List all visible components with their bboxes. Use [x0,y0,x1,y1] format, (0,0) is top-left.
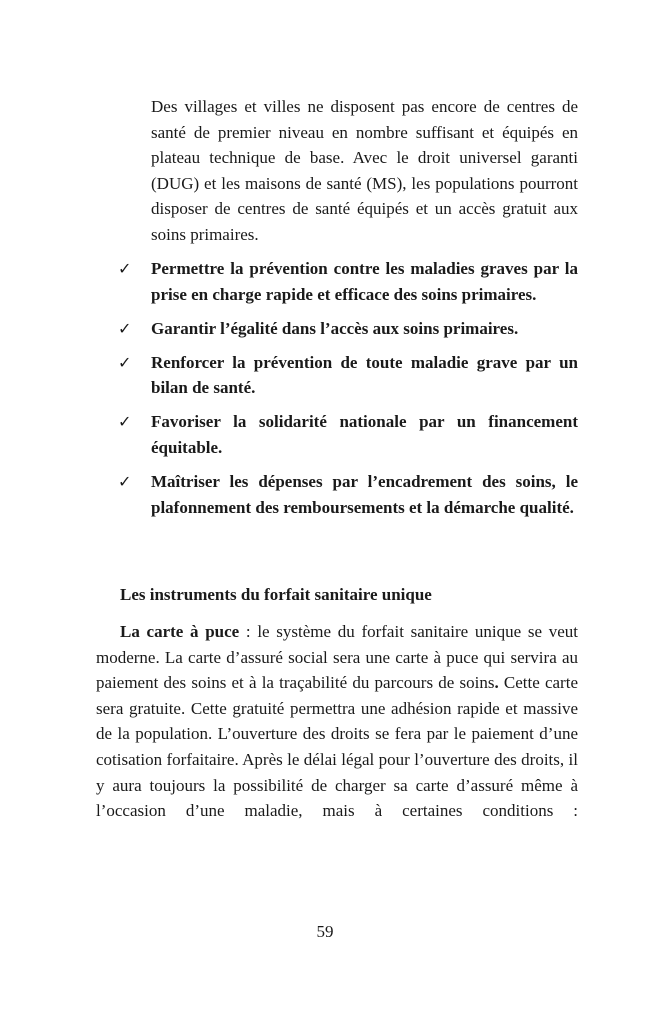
intro-paragraph: Des villages et villes ne disposent pas encore de centres de santé de premier niveau en nombre suffisant et équipés en plateau technique de base. Avec le droit universel garanti (DUG) et les maisons de santé (MS), les populations pourront disposer de centres de santé équipés et un accès gratuit aux soins primaires. [151,97,578,244]
list-item-text: Renforcer la prévention de toute maladie grave par un bilan de santé. [151,352,578,398]
list-item-text: Garantir l’égalité dans l’accès aux soins primaires. [151,318,519,338]
checkmark-icon: ✓ [118,318,132,338]
list-item-text: Maîtriser les dépenses par l’encadrement des soins, le plafonnement des remboursements et la démarche qualité. [151,472,578,517]
list-item [118,256,578,307]
list-item-text: Favoriser la solidarité nationale par un financement équitable. [151,412,578,458]
checkmark-icon: ✓ [118,259,132,278]
checkmark-icon: ✓ [118,352,132,372]
objectives-list [118,256,578,529]
list-item-text: Permettre la prévention contre les maladies graves par la prise en charge rapide et efficace des soins primaires. [151,259,578,304]
checkmark-icon: ✓ [118,472,132,492]
list-item [118,350,578,401]
list-item [118,316,578,342]
body-paragraph [96,619,578,824]
list-item [118,409,578,460]
section-heading: Les instruments du forfait sanitaire unique [120,585,432,604]
list-item [118,469,578,520]
body-text-part1: : le système du forfait sanitaire unique se veut moderne. La carte d’assuré social sera une carte à puce qui servira au paiement des soins et à la traçabilité du parcours de soins [96,622,578,693]
bold-period: . [494,673,499,693]
lead-term: La carte à puce [120,622,240,641]
page-number: 59 [316,922,334,941]
checkmark-icon: ✓ [118,412,132,432]
body-text-part2: Cette carte sera gratuite. Cette gratuité permettra une adhésion rapide et massive de la population. L’ouverture des droits se fera par le paiement d’une cotisation forfaitaire. Après le délai légal pour l’ouverture des droits, il y aura toujours la possibilité de charger sa carte d’assuré même à l’occasion d’une maladie, mais à certaines conditions : [96,673,578,821]
